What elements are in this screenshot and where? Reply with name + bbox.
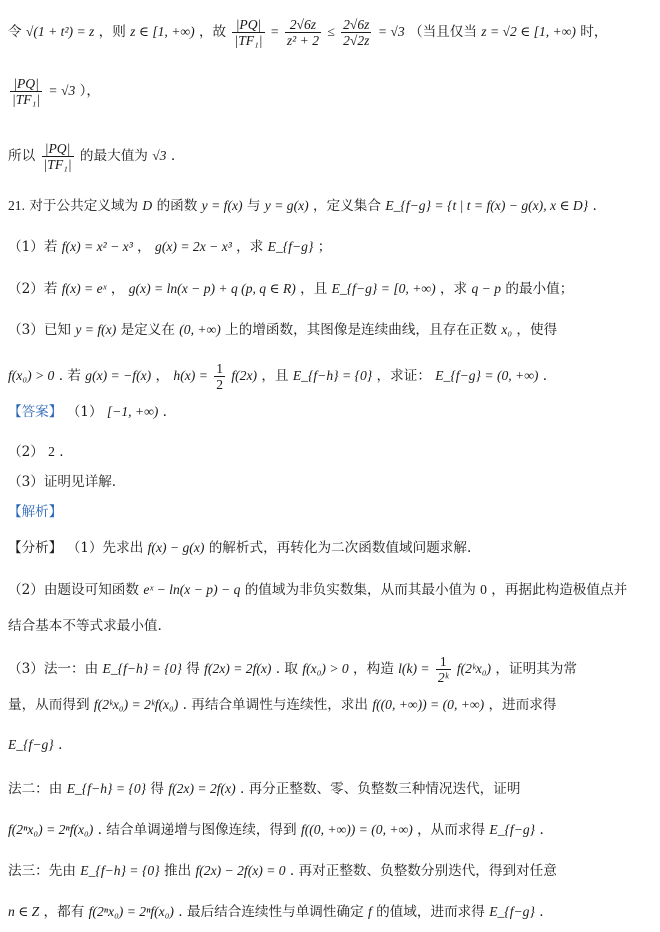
analysis-3-method-1-line-2 (8, 695, 654, 715)
fraction-half: $\frac{1}{2}$ (216, 361, 224, 392)
formula: E_{f−g} (489, 822, 536, 837)
formula: eˣ − ln(x − p) − q (143, 582, 241, 597)
text: ，且 (300, 281, 328, 297)
formula: 0 (480, 582, 487, 597)
formula: f(2ⁿx₀) = 2ⁿf(x₀) (8, 822, 94, 837)
leq: ≤ (327, 24, 335, 39)
formula: 2 (48, 444, 55, 459)
formula: E_{f−g} (489, 904, 535, 919)
text: ， (137, 239, 151, 255)
text: ，定义集合 (313, 198, 381, 214)
text: （当且仅当 (408, 24, 477, 40)
text: 的最大值为 (79, 148, 148, 164)
text: . (162, 404, 167, 420)
formula: f((0, +∞)) = (0, +∞) (372, 697, 485, 712)
text: ，故 (198, 24, 227, 40)
formula: E_{f−h} = {0} (80, 863, 160, 878)
text: （3）证明见详解. (8, 474, 117, 490)
formula: E_{f−g} (8, 737, 54, 752)
formula-result: = √3 (377, 24, 405, 39)
text: . 取 (275, 661, 299, 677)
formula: f(x) = x² − x³ (61, 239, 133, 254)
text: 所以 (8, 148, 36, 164)
formula: f(2ⁿx₀) = 2ⁿf(x₀) (88, 904, 174, 919)
fraction-pq-tf1: $\frac{|PQ|}{\text{|TF₁|}}$ (234, 17, 263, 48)
text: . 再结合单调性与连续性，求出 (182, 697, 368, 713)
fraction-pq-tf1: $\frac{|PQ|}{\text{|TF₁|}}$ (12, 76, 41, 107)
text: 推出 (163, 863, 192, 879)
formula: f(x₀) > 0 (8, 368, 55, 383)
text: 的解析式，再转化为二次函数值域问题求解. (208, 540, 472, 556)
formula-g: y = g(x) (264, 198, 309, 213)
question-21-part-1 (8, 237, 654, 257)
text: （1） (66, 404, 103, 420)
text: . 再分正整数、零、负整数三种情况迭代，证明 (239, 781, 521, 797)
text: ，从而求得 (417, 822, 486, 838)
formula: f(2x) − 2f(x) = 0 (195, 863, 286, 878)
formula: f(2x) = 2f(x) (204, 661, 272, 676)
formula: f(x₀) > 0 (302, 661, 349, 676)
formula: f(x) = eˣ (61, 281, 107, 296)
formula-z-range: z ∈ [1, +∞) (130, 24, 195, 39)
answer-3 (8, 472, 654, 492)
text: . (59, 444, 64, 460)
question-21-stem (8, 196, 654, 216)
fraction-pq-tf1: $\frac{|PQ|}{\text{|TF₁|}}$ (43, 141, 72, 172)
text: ，再据此构造极值点并 (491, 582, 628, 598)
text: 的值域，进而求得 (376, 904, 485, 920)
text: . (542, 368, 548, 384)
fraction-expr: $\frac{2√6z}{\text{z² + 2}}$ (286, 17, 319, 48)
formula-substitution: √(1 + t²) = z (25, 24, 95, 39)
text: 法二：由 (8, 781, 63, 797)
text: ，求 (236, 239, 264, 255)
formula-f: y = f(x) (201, 198, 243, 213)
formula: h(x) = (173, 368, 208, 383)
text: 与 (246, 198, 261, 214)
formula: q − p (471, 281, 502, 296)
fraction-bound: $\frac{2√6z}{2√2z}$ (343, 17, 370, 48)
text: ； (317, 239, 332, 255)
formula: [−1, +∞) (106, 404, 159, 419)
text: ，求证： (376, 368, 431, 384)
formula: E_{f−h} = {0} (66, 781, 147, 796)
answer-2 (8, 442, 654, 462)
formula: f((0, +∞)) = (0, +∞) (300, 822, 413, 837)
formula: f (368, 904, 372, 919)
text: 是定义在 (120, 322, 175, 338)
question-number: 21. (8, 198, 25, 213)
text: ，使得 (516, 322, 558, 338)
analysis-tag: 【解析】 (8, 504, 63, 520)
text: （1）若 (8, 239, 58, 255)
analysis-3-method-3-line-1 (8, 861, 654, 881)
formula: l(k) = (398, 661, 430, 676)
text: （3）已知 (8, 322, 72, 338)
equals: = (270, 24, 279, 39)
formula-result: = √3 (48, 83, 76, 98)
text: 的值域为非负实数集，从而其最小值为 (244, 582, 476, 598)
analysis-3-method-3-line-2 (8, 902, 654, 922)
text: 上的增函数，其图像是连续曲线，且存在正数 (225, 322, 497, 338)
text: . (170, 148, 176, 164)
text: 的最小值； (505, 281, 574, 297)
formula: g(x) = 2x − x³ (155, 239, 232, 254)
symbol-D: D (142, 198, 153, 213)
formula: f(2x) (231, 368, 258, 383)
formula-set-definition: E_{f−g} = {t | t = f(x) − g(x), x ∈ D} (385, 198, 589, 213)
text: ）， (79, 83, 100, 99)
derivation-line-2 (8, 76, 654, 107)
formula: E_{f−g} = (0, +∞) (435, 368, 539, 383)
text: . (539, 904, 544, 920)
question-21-part-3-line-2 (8, 361, 654, 392)
question-21-part-2 (8, 279, 654, 299)
formula: g(x) = −f(x) (85, 368, 152, 383)
text: . 再对正整数、负整数分别迭代，得到对任意 (289, 863, 557, 879)
analysis-overview (8, 538, 654, 558)
text: . 最后结合连续性与单调性确定 (178, 904, 364, 920)
text: ， (155, 368, 170, 384)
text: . (592, 198, 597, 214)
text: 时， (580, 24, 608, 40)
analysis-heading (8, 502, 654, 522)
answer-tag: 【答案】 (8, 404, 63, 420)
answer-1 (8, 402, 654, 422)
analysis-3-method-2-line-2 (8, 820, 654, 840)
fraction-inverse-power: $\frac{1}{\text{2ᵏ}}$ (437, 654, 449, 685)
text: ， (110, 281, 125, 297)
text: 得 (186, 661, 200, 677)
text: ，则 (98, 24, 126, 40)
analysis-2-line-2 (8, 616, 654, 636)
formula: n ∈ Z (8, 904, 40, 919)
conclusion-line (8, 141, 654, 172)
text: 的函数 (156, 198, 198, 214)
formula-max-value: √3 (152, 148, 167, 163)
text: （3）法一：由 (8, 661, 99, 677)
analysis-3-method-2-line-1 (8, 779, 654, 799)
text: 令 (8, 24, 22, 40)
formula: E_{f−h} = {0} (102, 661, 182, 676)
text: . (539, 822, 544, 838)
analysis-3-method-1-line-3 (8, 735, 654, 755)
formula: g(x) = ln(x − p) + q (p, q ∈ R) (128, 281, 296, 296)
question-21-part-3-line-1 (8, 320, 654, 340)
formula-equality-condition: z = √2 ∈ [1, +∞) (481, 24, 576, 39)
text: 结合基本不等式求最小值. (8, 618, 162, 634)
text: 法三：先由 (8, 863, 76, 879)
text: （2）若 (8, 281, 58, 297)
formula: E_{f−g} (267, 239, 314, 254)
formula: E_{f−g} = [0, +∞) (331, 281, 436, 296)
text: ，求 (439, 281, 468, 297)
text: . 若 (58, 368, 81, 384)
analysis-3-method-1-line-1 (8, 654, 654, 685)
formula: (0, +∞) (179, 322, 221, 337)
formula: x₀ (501, 322, 513, 337)
text: （1）先求出 (66, 540, 144, 556)
text: （2） (8, 444, 44, 460)
text: ，都有 (43, 904, 85, 920)
text: . (58, 737, 63, 753)
text: ，且 (261, 368, 289, 384)
text: 量，从而得到 (8, 697, 90, 713)
formula: f(2ᵏx₀) = 2ᵏf(x₀) (93, 697, 179, 712)
formula: y = f(x) (75, 322, 117, 337)
text: 对于公共定义域为 (29, 198, 139, 214)
overview-tag: 【分析】 (8, 540, 63, 556)
text: ，证明其为常 (495, 661, 577, 677)
formula: f(x) − g(x) (147, 540, 205, 555)
formula: f(2ᵏx₀) (456, 661, 492, 676)
analysis-2-line-1 (8, 580, 654, 600)
text: . 结合单调递增与图像连续，得到 (97, 822, 297, 838)
formula: f(2x) = 2f(x) (168, 781, 236, 796)
formula: E_{f−h} = {0} (292, 368, 373, 383)
text: ，进而求得 (488, 697, 557, 713)
text: （2）由题设可知函数 (8, 582, 139, 598)
derivation-line-1 (8, 17, 654, 48)
text: ，构造 (353, 661, 394, 677)
text: 得 (150, 781, 164, 797)
